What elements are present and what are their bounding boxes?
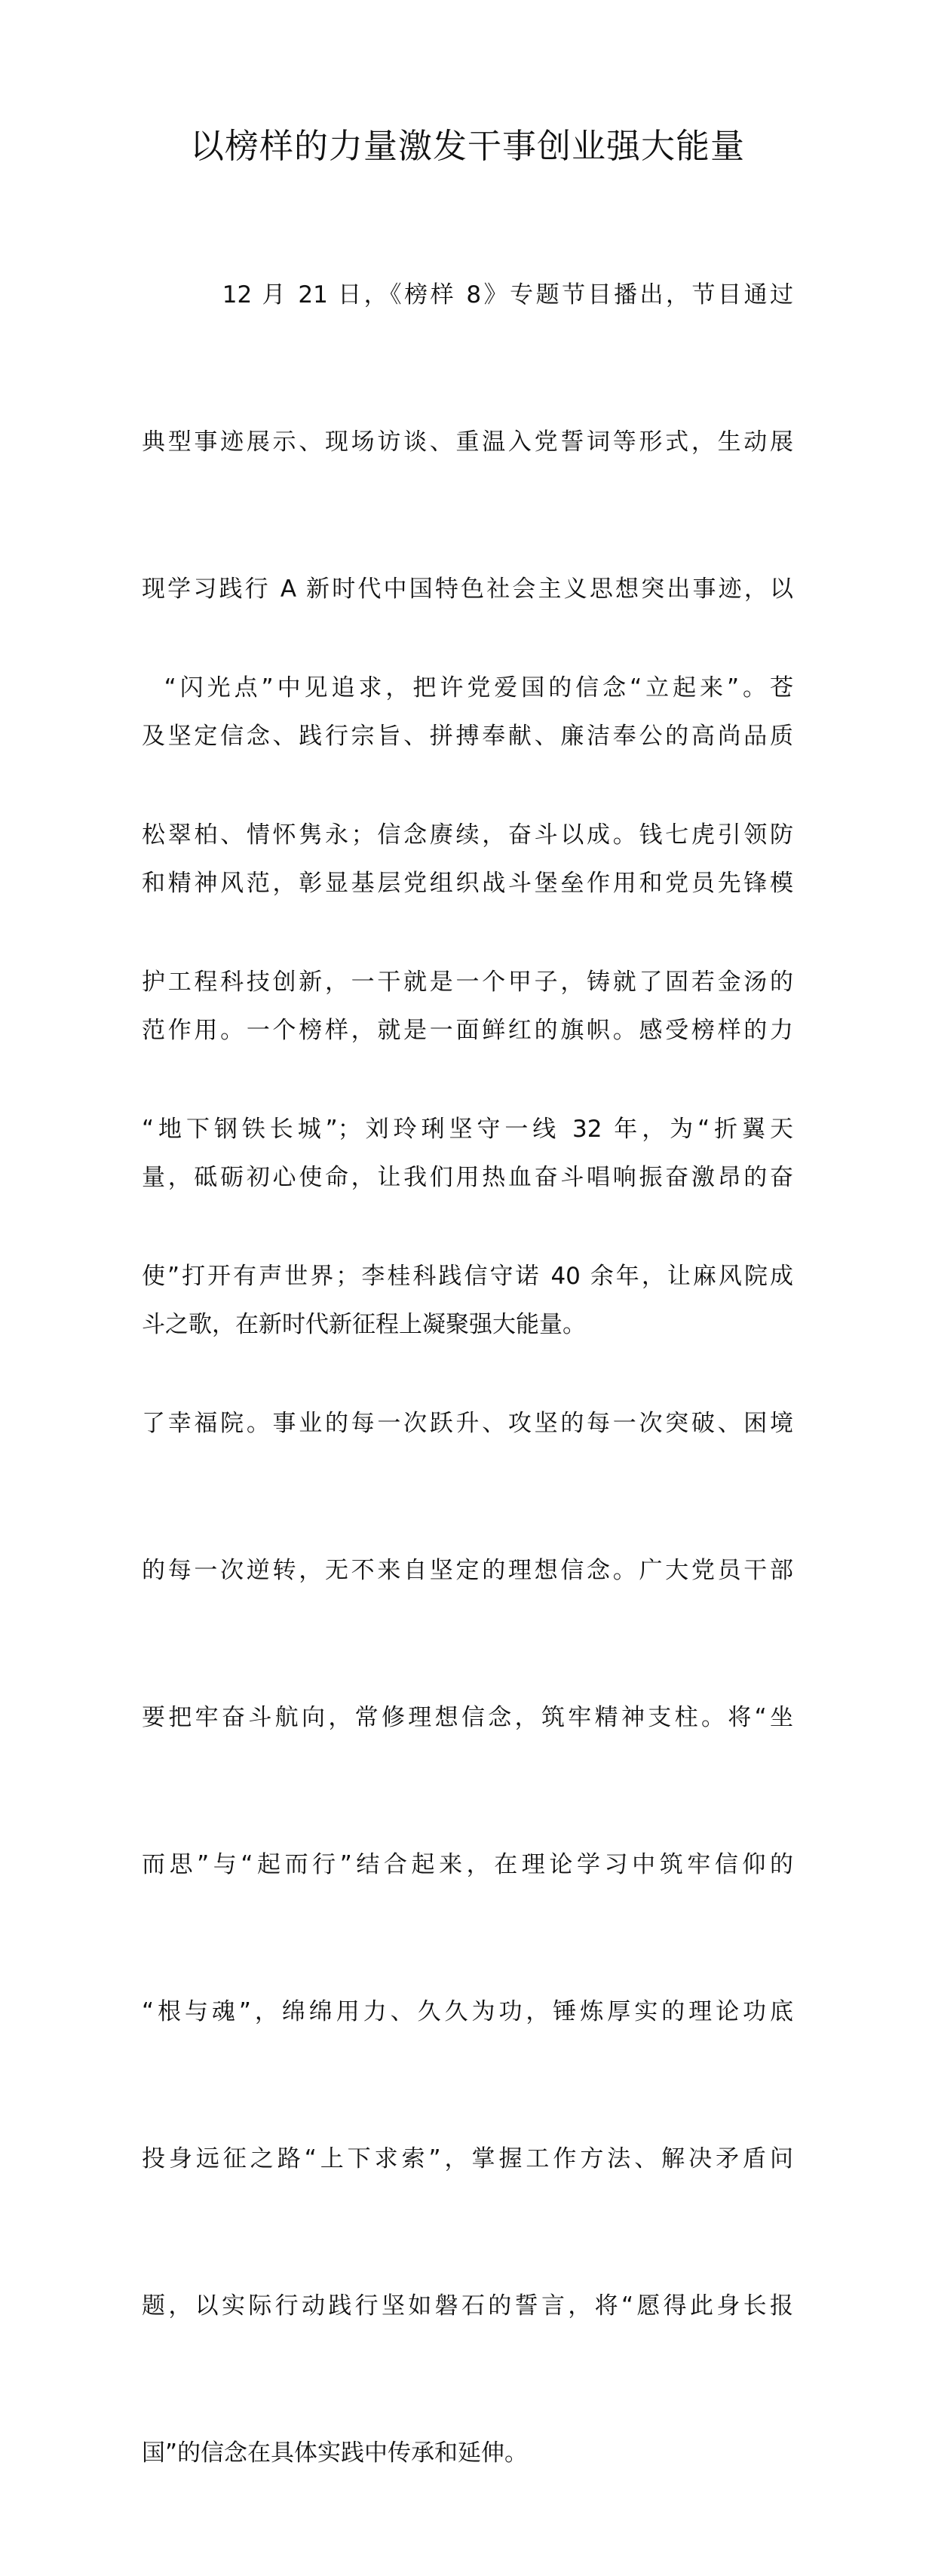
paragraph-line: 使”打开有声世界；李桂科践信守诺 40 余年，让麻风院成 [142, 1263, 793, 1290]
paragraph-line: 投身远征之路“上下求索”，掌握工作方法、解决矛盾问 [142, 2145, 793, 2172]
paragraph-line: 了幸福院。事业的每一次跃升、攻坚的每一次突破、困境 [142, 1410, 793, 1437]
paragraph-2 [142, 566, 793, 2576]
paragraph-line: 量，砥砺初心使命，让我们用热血奋斗唱响振奋激昂的奋 [142, 1164, 793, 1191]
paragraph-line: 典型事迹展示、现场访谈、重温入党誓词等形式，生动展 [142, 428, 793, 456]
paragraph-line: 而思”与“起而行”结合起来，在理论学习中筑牢信仰的 [142, 1851, 793, 1878]
paragraph-line: 的每一次逆转，无不来自坚定的理想信念。广大党员干部 [142, 1557, 793, 1584]
paragraph-line: 松翠柏、情怀隽永；信念赓续，奋斗以成。钱七虎引领防 [142, 821, 793, 849]
paragraph-line: “地下钢铁长城”；刘玲琍坚守一线 32 年，为“折翼天 [142, 1116, 793, 1143]
paragraph-line: 范作用。一个榜样，就是一面鲜红的旗帜。感受榜样的力 [142, 1017, 793, 1044]
paragraph-line: 及坚定信念、践行宗旨、拼搏奉献、廉洁奉公的高尚品质 [142, 723, 793, 750]
document-title: 以榜样的力量激发干事创业强大能量 [189, 126, 745, 166]
paragraph-line: 12 月 21 日，《榜样 8》专题节目播出，节目通过 [142, 281, 793, 309]
paragraph-line: 国”的信念在具体实践中传承和延伸。 [142, 2439, 529, 2467]
paragraph-line: 要把牢奋斗航向，常修理想信念，筑牢精神支柱。将“坐 [142, 1704, 793, 1731]
paragraph-line: “闪光点”中见追求，把许党爱国的信念“立起来”。苍 [142, 674, 793, 702]
paragraph-line: 题，以实际行动践行坚如磐石的誓言，将“愿得此身长报 [142, 2292, 793, 2320]
paragraph-line: 现学习践行 A 新时代中国特色社会主义思想突出事迹，以 [142, 576, 793, 603]
paragraph-line: “根与魂”，绵绵用力、久久为功，锤炼厚实的理论功底 [142, 1998, 793, 2025]
paragraph-line: 和精神风范，彰显基层党组织战斗堡垒作用和党员先锋模 [142, 870, 793, 897]
paragraph-line: 斗之歌，在新时代新征程上凝聚强大能量。 [142, 1311, 586, 1338]
paragraph-line: 护工程科技创新，一干就是一个甲子，铸就了固若金汤的 [142, 969, 793, 996]
